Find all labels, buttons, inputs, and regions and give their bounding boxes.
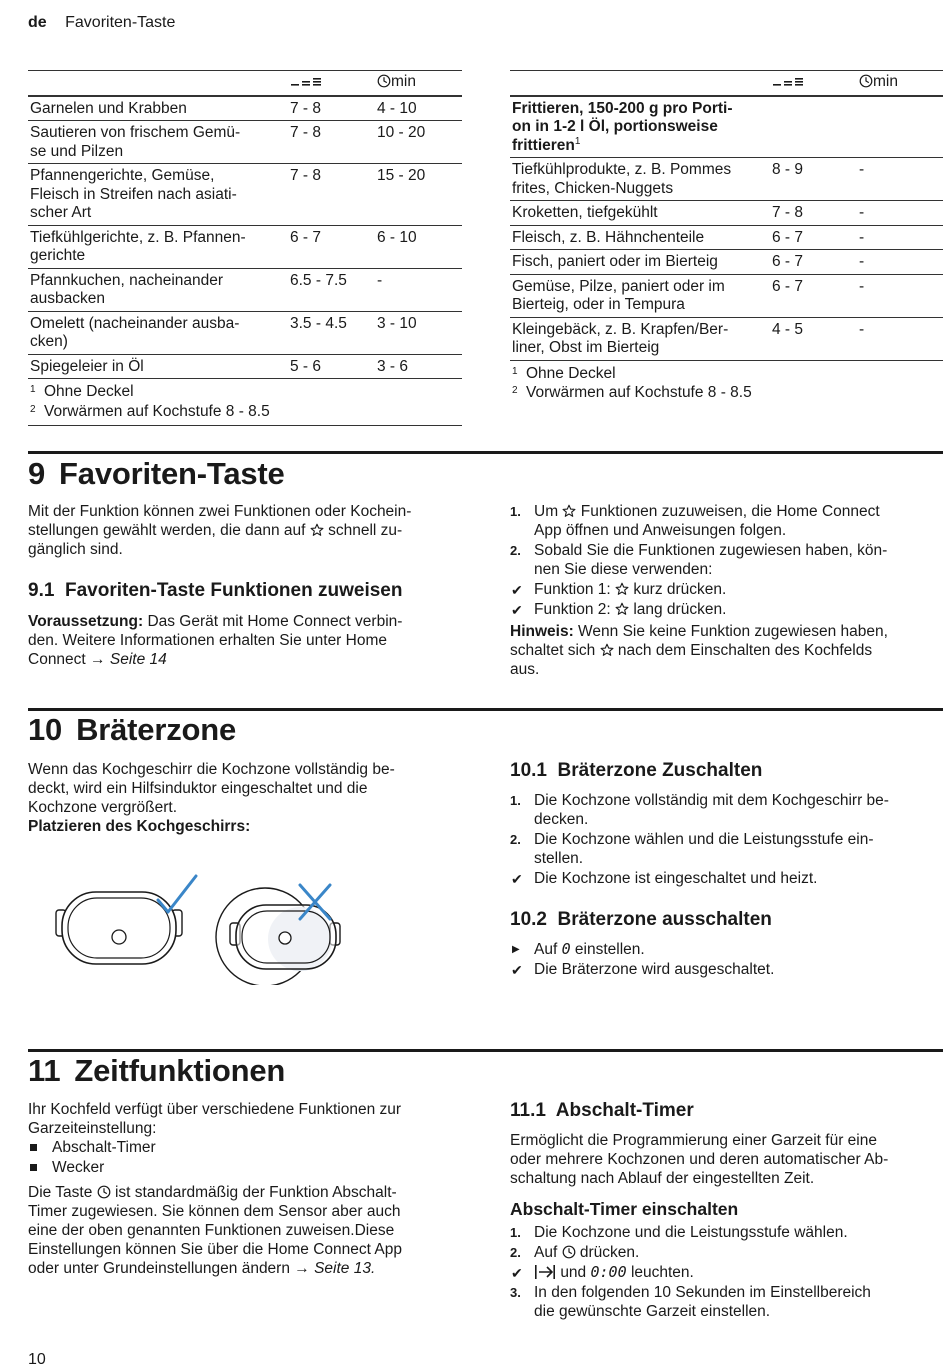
subsection-heading: 10.2 Bräterzone ausschalten bbox=[510, 909, 772, 930]
cooking-table-left bbox=[28, 70, 462, 426]
table-row: Spiegeleier in Öl 5 - 6 3 - 6 bbox=[28, 354, 462, 379]
page-header bbox=[28, 13, 175, 32]
time-header: min bbox=[375, 71, 462, 96]
section-intro: Ihr Kochfeld verfügt über verschiedene Funktionen zur Garzeiteinstellung: bbox=[28, 1101, 402, 1137]
star-icon bbox=[562, 504, 576, 518]
table-row: Fleisch, z. B. Hähnchenteile 6 - 7 - bbox=[510, 225, 943, 250]
segment-display: 0:00 bbox=[590, 1263, 627, 1281]
list-item: ✔ Funktion 1: kurz drücken. bbox=[511, 581, 727, 598]
incorrect-placement-illustration bbox=[212, 875, 360, 985]
table-row: Pfannengerichte, Gemüse, Fleisch in Streifen nach asiati- scher Art 7 - 8 15 - 20 bbox=[28, 164, 462, 226]
clock-icon bbox=[562, 1245, 576, 1259]
star-icon bbox=[615, 582, 629, 596]
list-item: 2. Sobald Sie die Funktionen zugewiesen haben, kön- nen Sie diese verwenden: bbox=[510, 542, 888, 578]
footnote: 1 Ohne Deckel bbox=[512, 364, 616, 382]
list-item: Abschalt-Timer bbox=[28, 1138, 468, 1157]
page-link[interactable]: Seite 14 bbox=[109, 651, 167, 668]
cooking-table-right bbox=[510, 70, 943, 403]
arrow-icon: → bbox=[90, 651, 106, 668]
correct-placement-illustration bbox=[50, 870, 200, 980]
clock-icon bbox=[377, 74, 391, 88]
section-rule bbox=[28, 451, 943, 454]
list-item: Wecker bbox=[28, 1158, 468, 1177]
steps-list bbox=[510, 791, 940, 889]
table-row: Sautieren von frischem Gemü- se und Pilzen 7 - 8 10 - 20 bbox=[28, 121, 462, 164]
triangle-right-icon: ▶ bbox=[512, 944, 520, 955]
table-row: Gemüse, Pilze, paniert oder im Bierteig, oder in Tempura 6 - 7 - bbox=[510, 274, 943, 317]
list-item: ✔ und 0:00 leuchten. bbox=[511, 1263, 694, 1281]
page-number: 10 bbox=[28, 1351, 46, 1368]
list-item: 2. Auf drücken. bbox=[510, 1244, 640, 1261]
list-item: ✔ Die Kochzone ist eingeschaltet und heizt. bbox=[511, 870, 818, 887]
subsection-heading: 11.1 Abschalt-Timer bbox=[510, 1100, 694, 1121]
table-row: Omelett (nacheinander ausba- cken) 3.5 - 4.5 3 - 10 bbox=[28, 311, 462, 354]
check-icon: ✔ bbox=[511, 962, 523, 978]
header-title: Favoriten-Taste bbox=[65, 14, 176, 31]
table-row: Kroketten, tiefgekühlt 7 - 8 - bbox=[510, 201, 943, 226]
time-header: min bbox=[857, 71, 943, 96]
prerequisite: Voraussetzung: Das Gerät mit Home Connect verbin- den. Weitere Informationen erhalten Sie unter Home Connect → Seite 14 bbox=[28, 613, 403, 668]
subsection-heading: 9.1 Favoriten-Taste Funktionen zuweisen bbox=[28, 580, 403, 601]
note: Hinweis: Wenn Sie keine Funktion zugewiesen haben, schaltet sich nach dem Einschalten des Kochfelds aus. bbox=[510, 623, 888, 678]
steps-list bbox=[510, 1223, 945, 1322]
steps-list bbox=[510, 940, 940, 980]
section-intro: Mit der Funktion können zwei Funktionen oder Kochein- stellungen gewählt werden, die dann auf schnell zu- gänglich sind. bbox=[28, 503, 412, 558]
power-level-header bbox=[288, 71, 375, 96]
list-item: 1. Die Kochzone und die Leistungsstufe wählen. bbox=[510, 1224, 848, 1241]
subsection-heading: 10.1 Bräterzone Zuschalten bbox=[510, 760, 763, 781]
page-link[interactable]: Seite 13. bbox=[314, 1260, 376, 1277]
list-item: 1. Um Funktionen zuzuweisen, die Home Connect App öffnen und Anweisungen folgen. bbox=[510, 503, 880, 539]
check-icon: ✔ bbox=[511, 602, 523, 618]
list-item: ✔ Die Bräterzone wird ausgeschaltet. bbox=[511, 961, 775, 978]
footnote: 2 Vorwärmen auf Kochstufe 8 - 8.5 bbox=[28, 402, 462, 426]
paragraph: Die Taste ist standardmäßig der Funktion Abschalt- Timer zugewiesen. Sie können dem Sensor aber auch eine der oben genannten Funktionen zuweisen.Diese Einstellungen können Sie über die Home Connect App oder unter Grundeinstellungen ändern → Seite 13. bbox=[28, 1184, 402, 1277]
paragraph: Ermöglicht die Programmierung einer Garzeit für eine oder mehrere Kochzonen und deren automatischer Ab- schaltung nach Ablauf der eingestellten Zeit. bbox=[510, 1132, 889, 1187]
clock-icon bbox=[97, 1185, 111, 1199]
section-rule bbox=[28, 1049, 943, 1052]
table-row: Tiefkühlprodukte, z. B. Pommes frites, Chicken-Nuggets 8 - 9 - bbox=[510, 158, 943, 201]
checkmark-icon bbox=[158, 876, 196, 912]
check-icon: ✔ bbox=[511, 582, 523, 598]
list-item: 1. Die Kochzone vollständig mit dem Kochgeschirr be- decken. bbox=[510, 792, 889, 828]
table-row: Tiefkühlgerichte, z. B. Pfannen- gerichte 6 - 7 6 - 10 bbox=[28, 225, 462, 268]
list-item: ✔ Funktion 2: lang drücken. bbox=[511, 601, 727, 618]
footnote: 1 Ohne Deckel bbox=[30, 383, 134, 400]
star-icon bbox=[310, 523, 324, 537]
list-item: 3. In den folgenden 10 Sekunden im Einstellbereich die gewünschte Garzeit einstellen. bbox=[510, 1284, 871, 1320]
arrow-icon: → bbox=[294, 1260, 310, 1277]
star-icon bbox=[600, 643, 614, 657]
clock-icon bbox=[859, 74, 873, 88]
table-row: Garnelen und Krabben 7 - 8 4 - 10 bbox=[28, 96, 462, 121]
section-intro: Wenn das Kochgeschirr die Kochzone vollständig be- deckt, wird ein Hilfsinduktor eingeschaltet und die Kochzone vergrößert. Platzieren des Kochgeschirrs: bbox=[28, 761, 395, 835]
star-icon bbox=[615, 602, 629, 616]
bullet-list bbox=[28, 1138, 468, 1178]
table-row: Kleingebäck, z. B. Krapfen/Ber- liner, Obst im Bierteig 4 - 5 - bbox=[510, 317, 943, 360]
section-heading: 10 Bräterzone bbox=[28, 712, 237, 747]
check-icon: ✔ bbox=[511, 871, 523, 887]
section-rule bbox=[28, 708, 943, 711]
language-code: de bbox=[28, 14, 47, 31]
procedure-heading: Abschalt-Timer einschalten bbox=[510, 1199, 739, 1219]
list-item: ▶ Auf 0 einstellen. bbox=[512, 940, 645, 958]
check-icon: ✔ bbox=[511, 1265, 523, 1281]
bullet-square-icon bbox=[30, 1164, 37, 1171]
power-level-icon bbox=[290, 75, 322, 87]
section-heading: 9 Favoriten-Taste bbox=[28, 456, 285, 491]
power-level-header bbox=[770, 71, 857, 96]
section-heading: 11 Zeitfunktionen bbox=[28, 1053, 286, 1088]
timer-end-icon bbox=[534, 1264, 556, 1280]
table-row: Pfannkuchen, nacheinander ausbacken 6.5 - 7.5 - bbox=[28, 268, 462, 311]
list-item: 2. Die Kochzone wählen und die Leistungsstufe ein- stellen. bbox=[510, 831, 874, 867]
table-row: Fisch, paniert oder im Bierteig 6 - 7 - bbox=[510, 250, 943, 275]
table-group-row: Frittieren, 150-200 g pro Porti- on in 1-2 l Öl, portionsweise frittieren$^1$ bbox=[510, 96, 943, 158]
bullet-square-icon bbox=[30, 1144, 37, 1151]
footnote: 2 Vorwärmen auf Kochstufe 8 - 8.5 bbox=[512, 384, 752, 401]
segment-display: 0 bbox=[561, 940, 571, 958]
power-level-icon bbox=[772, 75, 804, 87]
steps-list bbox=[510, 502, 940, 620]
